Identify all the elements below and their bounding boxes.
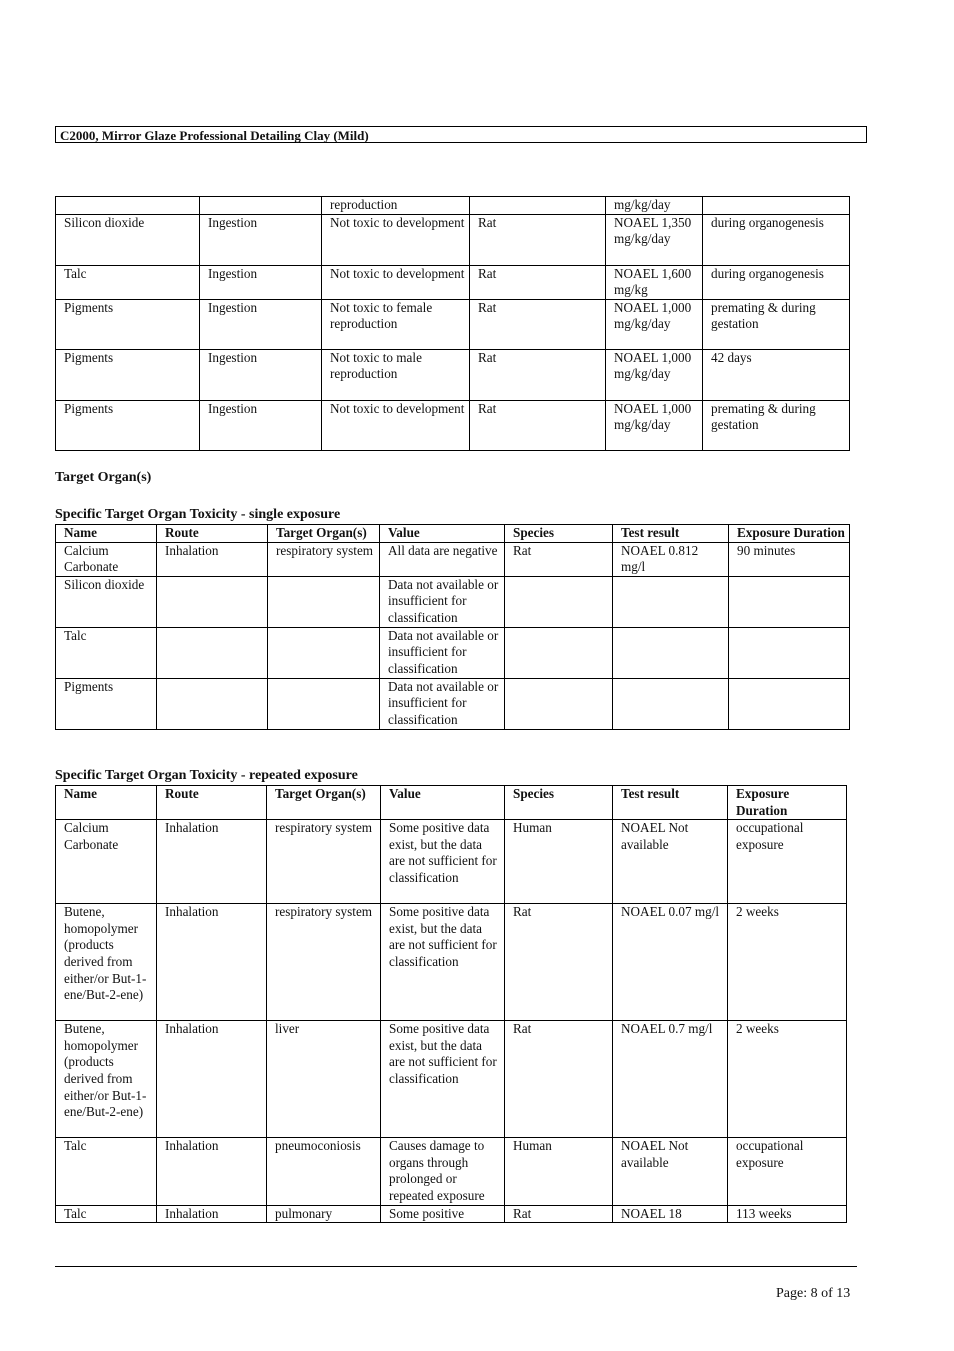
- table-cell: Ingestion: [200, 299, 322, 349]
- table-cell: [200, 197, 322, 215]
- table-cell: premating & during gestation: [703, 299, 850, 349]
- table-cell: 2 weeks: [728, 1021, 847, 1138]
- table-cell: 42 days: [703, 349, 850, 400]
- table-row: [56, 265, 850, 299]
- single-exposure-table: [55, 524, 850, 730]
- table-cell: NOAEL 1,000 mg/kg/day: [606, 349, 703, 400]
- table-row: [56, 678, 850, 729]
- table-row: [56, 349, 850, 400]
- table-cell: Ingestion: [200, 265, 322, 299]
- table-cell: mg/kg/day: [606, 197, 703, 215]
- table-row: [56, 400, 850, 450]
- table-cell: during organogenesis: [703, 265, 850, 299]
- column-header: Target Organ(s): [267, 786, 381, 820]
- table-cell: Inhalation: [157, 1138, 267, 1205]
- table-cell: [729, 627, 850, 678]
- table-cell: respiratory system: [267, 904, 381, 1021]
- table-cell: Some positive: [381, 1205, 505, 1223]
- table-cell: Pigments: [56, 299, 200, 349]
- table-cell: Inhalation: [157, 1205, 267, 1223]
- table-cell: [505, 627, 613, 678]
- column-header: Route: [157, 525, 268, 543]
- table-cell: [613, 678, 729, 729]
- table-cell: Rat: [505, 542, 613, 576]
- table-cell: [729, 678, 850, 729]
- table-cell: Human: [505, 1138, 613, 1205]
- table-cell: Inhalation: [157, 1021, 267, 1138]
- table-cell: Calcium Carbonate: [56, 542, 157, 576]
- table-row: [56, 820, 847, 904]
- table-cell: [703, 197, 850, 215]
- table-cell: Data not available or insufficient for classification: [380, 576, 505, 627]
- table-cell: [613, 576, 729, 627]
- column-header: Exposure Duration: [729, 525, 850, 543]
- table-row: [56, 904, 847, 1021]
- table-cell: [505, 678, 613, 729]
- table-cell: Calcium Carbonate: [56, 820, 157, 904]
- table-cell: Rat: [470, 400, 606, 450]
- table-cell: pulmonary: [267, 1205, 381, 1223]
- table-cell: pneumoconiosis: [267, 1138, 381, 1205]
- table-cell: Some positive data exist, but the data are not sufficient for classification: [381, 904, 505, 1021]
- table-cell: NOAEL 18: [613, 1205, 728, 1223]
- table-cell: [157, 627, 268, 678]
- column-header: Name: [56, 525, 157, 543]
- table-cell: Rat: [470, 214, 606, 265]
- table-cell: occupational exposure: [728, 1138, 847, 1205]
- table-row: [56, 542, 850, 576]
- column-header: Exposure Duration: [728, 786, 847, 820]
- table-cell: 113 weeks: [728, 1205, 847, 1223]
- table-cell: Talc: [56, 1138, 157, 1205]
- table-cell: [470, 197, 606, 215]
- repeated-exposure-table: [55, 785, 847, 1223]
- reproductive-toxicity-table: [55, 196, 850, 451]
- table-cell: [56, 197, 200, 215]
- table-row: [56, 214, 850, 265]
- table-cell: Silicon dioxide: [56, 214, 200, 265]
- table-row: [56, 299, 850, 349]
- target-organs-heading: Target Organ(s): [55, 470, 152, 485]
- table-cell: occupational exposure: [728, 820, 847, 904]
- table-cell: Not toxic to development: [322, 214, 470, 265]
- table-cell: Ingestion: [200, 400, 322, 450]
- table-cell: Rat: [505, 1021, 613, 1138]
- table-row: [56, 197, 850, 215]
- table-cell: Rat: [505, 904, 613, 1021]
- table-cell: Inhalation: [157, 904, 267, 1021]
- header-row: [56, 525, 850, 543]
- table-cell: All data are negative: [380, 542, 505, 576]
- table-cell: NOAEL Not available: [613, 1138, 728, 1205]
- table-cell: Silicon dioxide: [56, 576, 157, 627]
- table-cell: Some positive data exist, but the data are not sufficient for classification: [381, 820, 505, 904]
- table-cell: Rat: [505, 1205, 613, 1223]
- table-cell: Pigments: [56, 400, 200, 450]
- column-header: Species: [505, 525, 613, 543]
- table-cell: [729, 576, 850, 627]
- column-header: Species: [505, 786, 613, 820]
- table-cell: premating & during gestation: [703, 400, 850, 450]
- table-cell: Rat: [470, 265, 606, 299]
- table-cell: Causes damage to organs through prolonged or repeated exposure: [381, 1138, 505, 1205]
- table-cell: Not toxic to female reproduction: [322, 299, 470, 349]
- table-cell: [157, 576, 268, 627]
- table-cell: 90 minutes: [729, 542, 850, 576]
- table-row: [56, 1205, 847, 1223]
- table-cell: Talc: [56, 1205, 157, 1223]
- table-cell: NOAEL Not available: [613, 820, 728, 904]
- table-cell: Rat: [470, 349, 606, 400]
- column-header: Target Organ(s): [268, 525, 380, 543]
- header-row: [56, 786, 847, 820]
- table-cell: NOAEL 1,000 mg/kg/day: [606, 299, 703, 349]
- table-cell: NOAEL 1,350 mg/kg/day: [606, 214, 703, 265]
- table-cell: Human: [505, 820, 613, 904]
- table-cell: Talc: [56, 265, 200, 299]
- table-row: [56, 576, 850, 627]
- column-header: Name: [56, 786, 157, 820]
- table-cell: Ingestion: [200, 214, 322, 265]
- table-cell: during organogenesis: [703, 214, 850, 265]
- table-cell: Not toxic to development: [322, 400, 470, 450]
- table-cell: NOAEL 1,000 mg/kg/day: [606, 400, 703, 450]
- table-cell: Inhalation: [157, 820, 267, 904]
- table-cell: Ingestion: [200, 349, 322, 400]
- column-header: Test result: [613, 525, 729, 543]
- table-cell: reproduction: [322, 197, 470, 215]
- document-title: C2000, Mirror Glaze Professional Detailing Clay (Mild): [55, 126, 867, 143]
- table-cell: [157, 678, 268, 729]
- table-cell: [268, 576, 380, 627]
- table-cell: Inhalation: [157, 542, 268, 576]
- table-row: [56, 1021, 847, 1138]
- table-row: [56, 627, 850, 678]
- footer-divider: [55, 1266, 857, 1267]
- table-row: [56, 1138, 847, 1205]
- table-cell: Butene, homopolymer (products derived from either/or But-1-ene/But-2-ene): [56, 904, 157, 1021]
- table-cell: [505, 576, 613, 627]
- table-cell: Not toxic to male reproduction: [322, 349, 470, 400]
- table-cell: [613, 627, 729, 678]
- table-cell: NOAEL 0.7 mg/l: [613, 1021, 728, 1138]
- table-cell: Pigments: [56, 678, 157, 729]
- table-cell: liver: [267, 1021, 381, 1138]
- table-cell: [268, 678, 380, 729]
- table-cell: Talc: [56, 627, 157, 678]
- table-cell: Rat: [470, 299, 606, 349]
- table-cell: Pigments: [56, 349, 200, 400]
- table-cell: Some positive data exist, but the data are not sufficient for classification: [381, 1021, 505, 1138]
- table-cell: NOAEL 1,600 mg/kg: [606, 265, 703, 299]
- table-cell: Not toxic to development: [322, 265, 470, 299]
- table-cell: respiratory system: [268, 542, 380, 576]
- column-header: Value: [380, 525, 505, 543]
- table-cell: NOAEL 0.07 mg/l: [613, 904, 728, 1021]
- table-cell: [268, 627, 380, 678]
- table-cell: respiratory system: [267, 820, 381, 904]
- table-cell: Butene, homopolymer (products derived from either/or But-1-ene/But-2-ene): [56, 1021, 157, 1138]
- table-cell: Data not available or insufficient for classification: [380, 678, 505, 729]
- column-header: Value: [381, 786, 505, 820]
- column-header: Route: [157, 786, 267, 820]
- table-cell: Data not available or insufficient for classification: [380, 627, 505, 678]
- column-header: Test result: [613, 786, 728, 820]
- page-number: Page: 8 of 13: [776, 1286, 851, 1301]
- table-cell: 2 weeks: [728, 904, 847, 1021]
- single-exposure-heading: Specific Target Organ Toxicity - single exposure: [55, 507, 341, 522]
- table-cell: NOAEL 0.812 mg/l: [613, 542, 729, 576]
- repeated-exposure-heading: Specific Target Organ Toxicity - repeated exposure: [55, 768, 358, 783]
